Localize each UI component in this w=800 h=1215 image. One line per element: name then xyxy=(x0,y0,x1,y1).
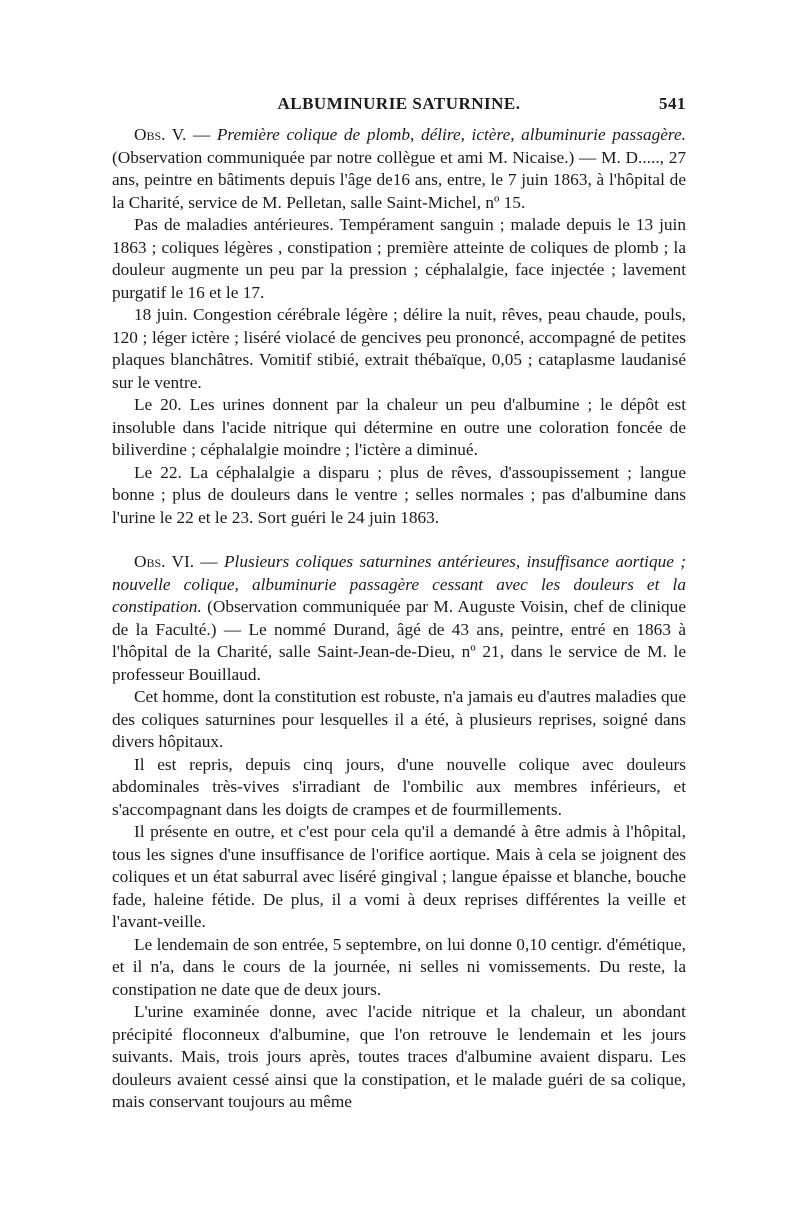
observation-5-intro xyxy=(112,124,686,214)
observation-6-paragraph: Il est repris, depuis cinq jours, d'une nouvelle colique avec douleurs abdominales très-vives s'irradiant de l'ombilic aux membres inférieurs, et s'accompagnant dans les doigts de crampes et de fourmillements. xyxy=(112,754,686,819)
observation-5-paragraph: 18 juin. Congestion cérébrale légère ; délire la nuit, rêves, peau chaude, pouls, 120 ; léger ictère ; liséré violacé de gencives peu prononcé, accompagné de petites plaques blanchâtres. Vomitif stibié, extrait thébaïque, 0,05 ; cataplasme laudanisé sur le ventre. xyxy=(112,305,686,392)
page-number: 541 xyxy=(659,94,686,113)
running-title: ALBUMINURIE SATURNINE. xyxy=(277,94,521,113)
observation-5-paragraph: Le 20. Les urines donnent par la chaleur un peu d'albumine ; le dépôt est insoluble dans l'acide nitrique qui détermine en outre une coloration foncée de biliverdine ; céphalalgie moindre ; l'ictère a diminué. xyxy=(112,395,686,459)
observation-6-paragraph: Cet homme, dont la constitution est robuste, n'a jamais eu d'autres maladies que des coliques saturnines pour lesquelles il a été, à plusieurs reprises, soigné dans divers hôpitaux. xyxy=(112,687,686,751)
book-page xyxy=(112,94,686,1114)
observation-5-label: Obs. V. xyxy=(134,125,187,144)
observation-6-dash: — xyxy=(194,552,224,571)
observation-6-intro xyxy=(112,551,686,686)
running-head xyxy=(112,94,686,124)
observation-5-intro-text: (Observation communiquée par notre collègue et ami M. Nicaise.) — M. D....., 27 ans, peintre en bâtiments depuis l'âge de16 ans, entre, le 7 juin 1863, à l'hôpital de la Charité, service de M. Pelletan, salle Saint-Michel, nº 15. xyxy=(112,147,686,212)
observation-5-heading: Première colique de plomb, délire, ictère, albuminurie passagère. xyxy=(216,125,686,144)
observation-5-dash: — xyxy=(186,125,217,144)
observation-6-heading: Plusieurs coliques saturnines antérieures, insuffisance aortique ; nouvelle colique, albuminurie passagère cessant avec les douleurs et la constipation. xyxy=(112,552,687,616)
observation-5-paragraph: Pas de maladies antérieures. Tempérament sanguin ; malade depuis le 13 juin 1863 ; coliques légères , constipation ; première atteinte de coliques de plomb ; la douleur augmente un peu par la pression ; céphalalgie, face injectée ; lavement purgatif le 16 et le 17. xyxy=(112,215,686,302)
observation-6-label: Obs. VI. xyxy=(134,552,195,571)
observation-6-intro-text: (Observation communiquée par M. Auguste Voisin, chef de clinique de la Faculté.) — Le nommé Durand, âgé de 43 ans, peintre, entré en 1863 à l'hôpital de la Charité, salle Saint-Jean-de-Dieu, nº 21, dans le service de M. le professeur Bouillaud. xyxy=(112,597,686,684)
observation-6-paragraph: Il présente en outre, et c'est pour cela qu'il a demandé à être admis à l'hôpital, tous les signes d'une insuffisance de l'orifice aortique. Mais à cela se joignent des coliques et un état saburral avec liséré gingival ; langue épaisse et blanche, bouche fade, haleine fétide. De plus, il a vomi à deux reprises différentes la veille et l'avant-veille. xyxy=(112,822,686,931)
observation-6-paragraph: L'urine examinée donne, avec l'acide nitrique et la chaleur, un abondant précipité floconneux d'albumine, que l'on retrouve le lendemain et les jours suivants. Mais, trois jours après, toutes traces d'albumine avaient disparu. Les douleurs avaient cessé ainsi que la constipation, et le malade guéri de sa colique, mais conservant toujours au même xyxy=(112,1002,686,1111)
observation-6-paragraph: Le lendemain de son entrée, 5 septembre, on lui donne 0,10 centigr. d'émétique, et il n'a, dans le cours de la journée, ni selles ni vomissements. Du reste, la constipation ne date que de deux jours. xyxy=(112,934,686,999)
page-body xyxy=(112,124,686,1114)
observation-5-paragraph: Le 22. La céphalalgie a disparu ; plus de rêves, d'assoupissement ; langue bonne ; plus de douleurs dans le ventre ; selles normales ; pas d'albumine dans l'urine le 22 et le 23. Sort guéri le 24 juin 1863. xyxy=(112,462,686,527)
